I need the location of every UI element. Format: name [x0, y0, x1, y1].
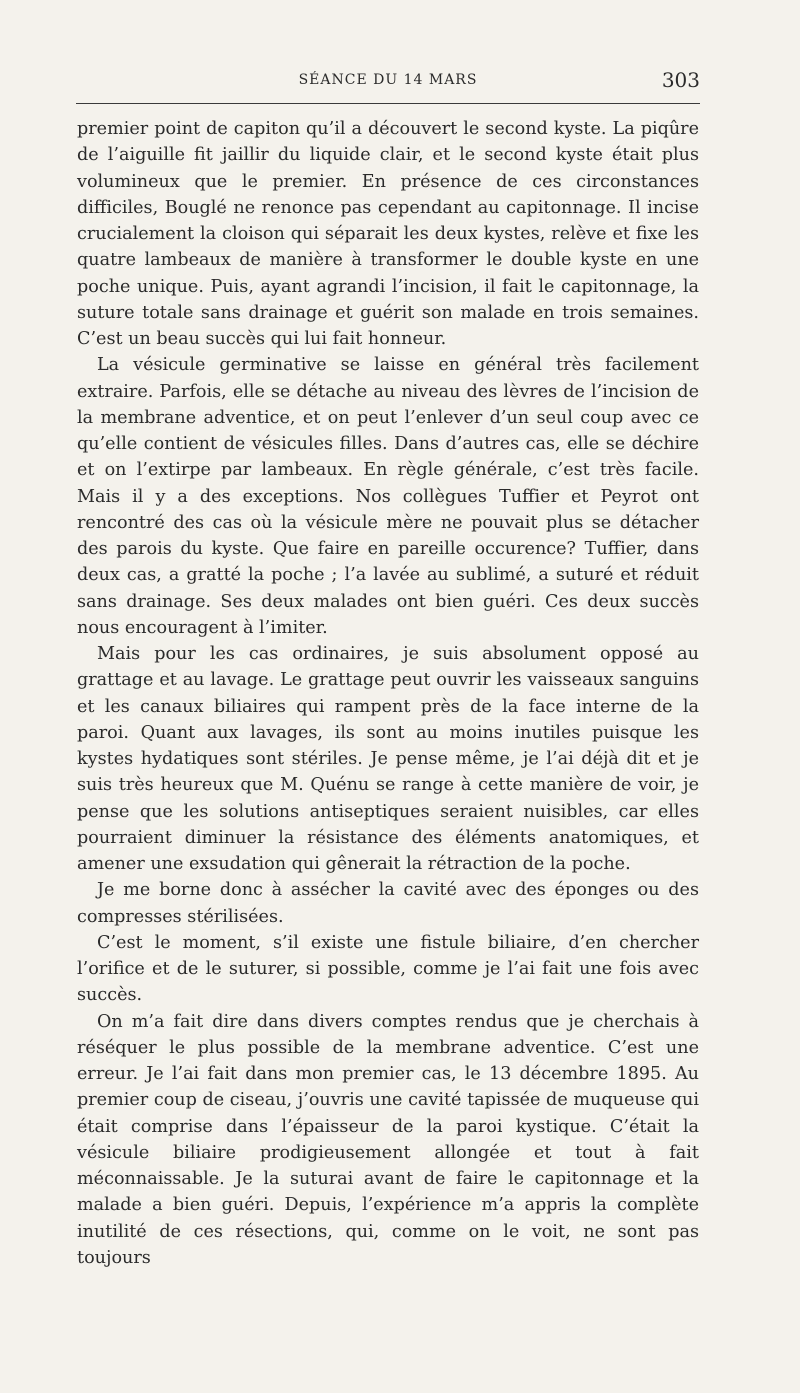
- page-number: 303: [661, 68, 700, 92]
- paragraph: Je me borne donc à assécher la cavité avec des éponges ou des compresses stérilisées.: [77, 880, 699, 927]
- running-head: [76, 68, 700, 94]
- header-rule: [76, 103, 700, 104]
- paragraph: La vésicule germinative se laisse en général très facilement extraire. Parfois, elle se détache au niveau des lèvres de l’incision de la membrane adventice, et on peut l’enlever d’un seul coup avec ce qu’elle contient de vésicules filles. Dans d’autres cas, elle se déchire et on l’extirpe par lambeaux. En règle générale, c’est très facile. Mais il y a des exceptions. Nos collègues Tuffier et Peyrot ont rencontré des cas où la vésicule mère ne pouvait plus se détacher des parois du kyste. Que faire en pareille occurence? Tuffier, dans deux cas, a gratté la poche ; l’a lavée au sublimé, a suturé et réduit sans drainage. Ses deux malades ont bien guéri. Ces deux succès nous encouragent à l’imiter.: [77, 355, 699, 638]
- running-title: SÉANCE DU 14 MARS: [298, 72, 478, 88]
- paragraph: Mais pour les cas ordinaires, je suis absolument opposé au grattage et au lavage. Le grattage peut ouvrir les vaisseaux sanguins et les canaux biliaires qui rampent près de la face interne de la paroi. Quant aux lavages, ils sont au moins inutiles puisque les kystes hydatiques sont stériles. Je pense même, je l’ai déjà dit et je suis très heureux que M. Quénu se range à cette manière de voir, je pense que les solutions antiseptiques seraient nuisibles, car elles pourraient diminuer la résistance des éléments anatomiques, et amener une exsudation qui gênerait la rétraction de la poche.: [77, 644, 699, 874]
- paragraph: On m’a fait dire dans divers comptes rendus que je cherchais à réséquer le plus possible de la membrane adventice. C’est une erreur. Je l’ai fait dans mon premier cas, le 13 décembre 1895. Au premier coup de ciseau, j’ouvris une cavité tapissée de muqueuse qui était comprise dans l’épaisseur de la paroi kystique. C’était la vésicule biliaire prodigieusement allongée et tout à fait méconnaissable. Je la suturai avant de faire le capitonnage et la malade a bien guéri. Depuis, l’expérience m’a appris la complète inutilité de ces résections, qui, comme on le voit, ne sont pas toujours: [77, 1011, 699, 1268]
- body-text: [77, 116, 699, 1271]
- paragraph: premier point de capiton qu’il a découvert le second kyste. La piqûre de l’aiguille fit jaillir du liquide clair, et le second kyste était plus volumineux que le premier. En présence de ces circonstances difficiles, Bouglé ne renonce pas cependant au capitonnage. Il incise crucialement la cloison qui séparait les deux kystes, relève et fixe les quatre lambeaux de manière à transformer le double kyste en une poche unique. Puis, ayant agrandi l’incision, il fait le capitonnage, la suture totale sans drainage et guérit son malade en trois semaines. C’est un beau succès qui lui fait honneur.: [77, 119, 699, 349]
- paragraph: C’est le moment, s’il existe une fistule biliaire, d’en chercher l’orifice et de le suturer, si possible, comme je l’ai fait une fois avec succès.: [77, 932, 699, 1006]
